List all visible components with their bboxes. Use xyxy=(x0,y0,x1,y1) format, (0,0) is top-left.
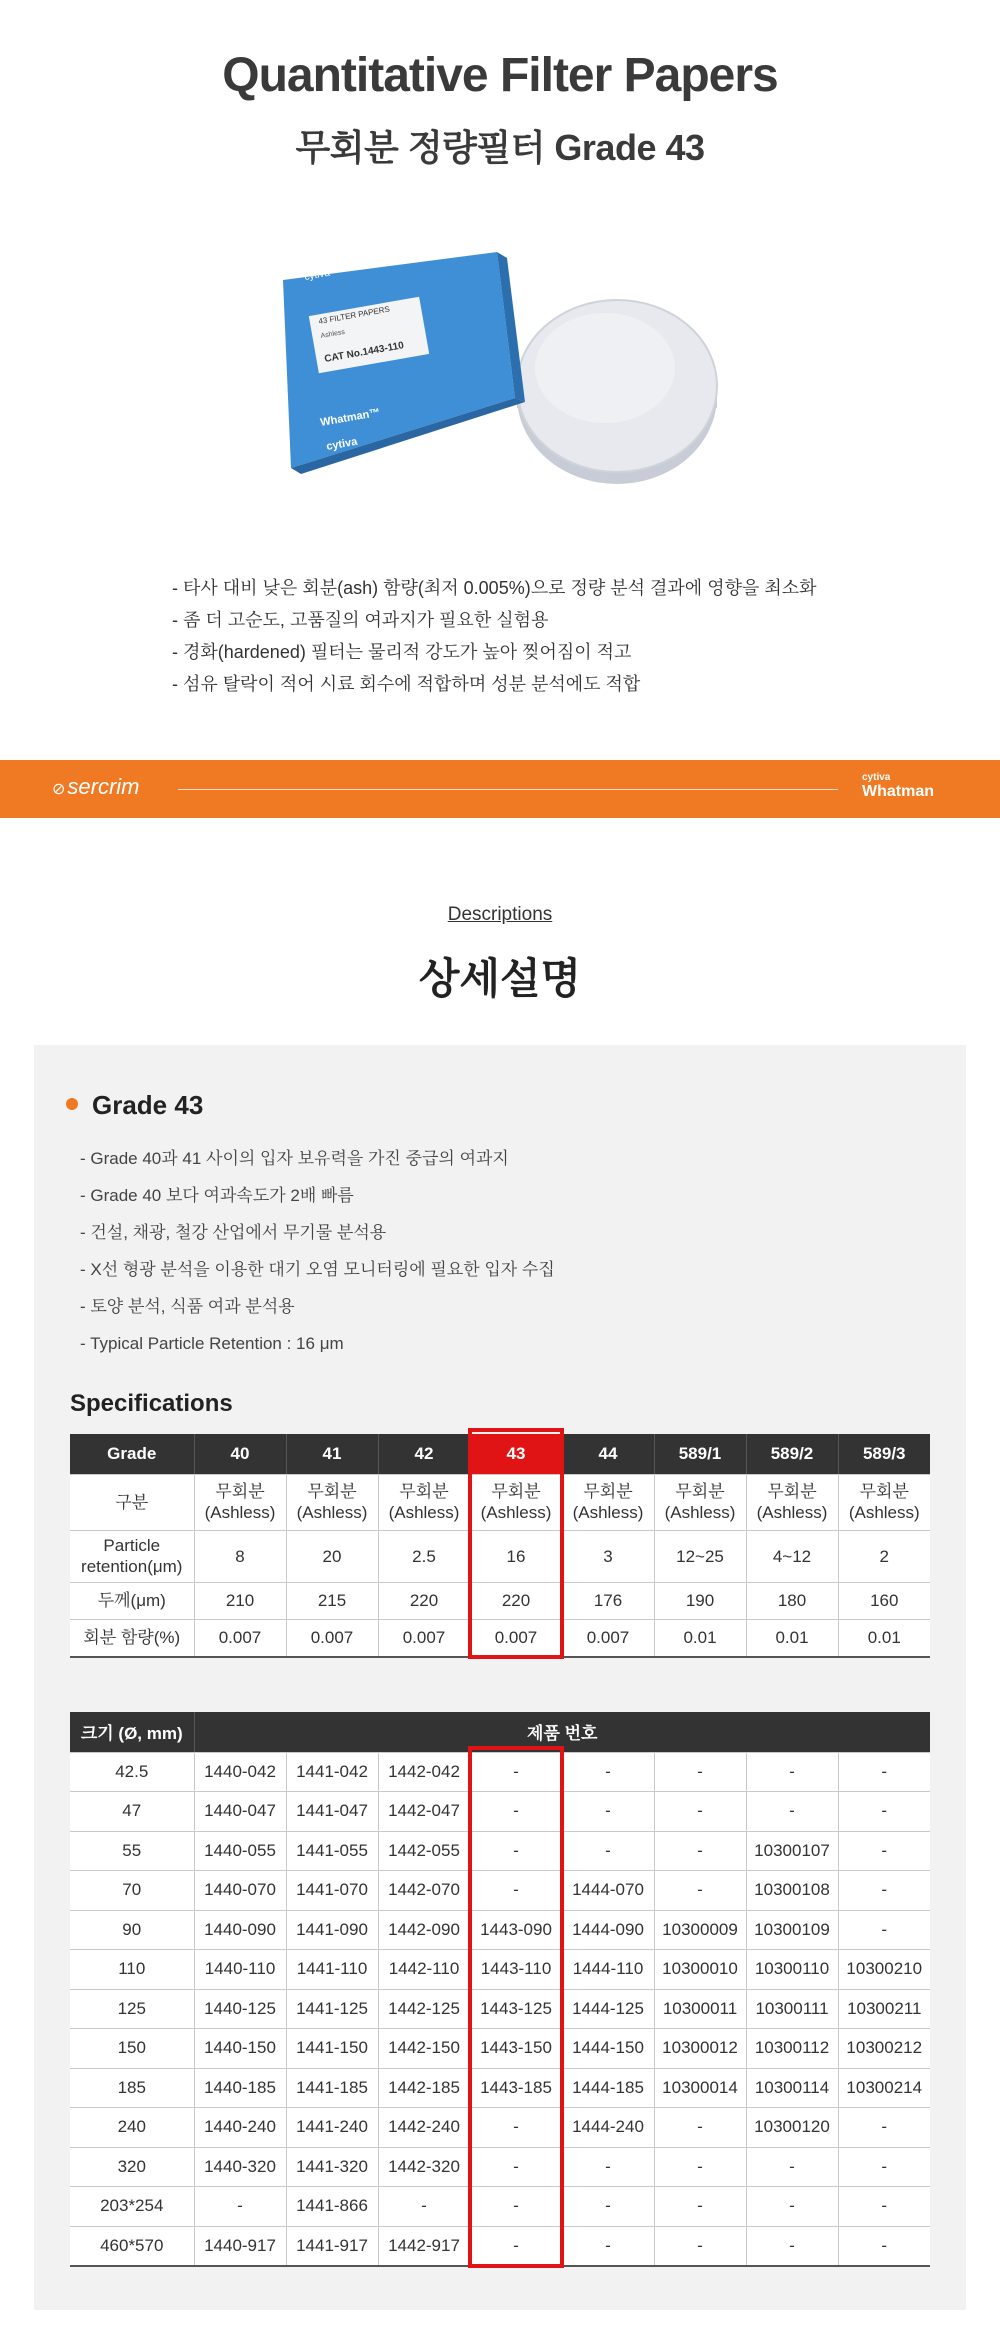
product-number-cell: 1442-185 xyxy=(378,2068,470,2108)
filter-paper-disc xyxy=(517,300,717,484)
spec-cell: 0.01 xyxy=(838,1619,930,1657)
product-number-cell: 1440-150 xyxy=(194,2029,286,2069)
product-number-cell: - xyxy=(838,1831,930,1871)
product-number-cell: - xyxy=(654,2108,746,2148)
product-number-cell: - xyxy=(838,2226,930,2266)
product-number-cell: 10300114 xyxy=(746,2068,838,2108)
grade-40-header: 40 xyxy=(194,1434,286,1474)
spec-cell: 0.007 xyxy=(562,1619,654,1657)
spec-cell: 20 xyxy=(286,1530,378,1582)
product-number-cell: 10300110 xyxy=(746,1950,838,1990)
product-number-cell: - xyxy=(194,2187,286,2227)
box-brand-whatman: Whatman™ xyxy=(319,406,382,429)
product-number-cell: 1441-150 xyxy=(286,2029,378,2069)
cytiva-logo-text: cytiva xyxy=(862,772,891,783)
spec-cell: 0.007 xyxy=(194,1619,286,1657)
product-number-cell: 10300111 xyxy=(746,1989,838,2029)
product-number-cell: 1442-125 xyxy=(378,1989,470,2029)
product-number-cell: 1440-090 xyxy=(194,1910,286,1950)
intro-bullet: - 경화(hardened) 필터는 물리적 강도가 높아 찢어짐이 적고 xyxy=(172,642,632,662)
specifications-table xyxy=(70,1434,930,1658)
table-row xyxy=(70,2029,930,2069)
product-number-cell: 10300214 xyxy=(838,2068,930,2108)
table-row xyxy=(70,1792,930,1832)
product-number-cell: - xyxy=(562,2187,654,2227)
product-number-cell: 1443-110 xyxy=(470,1950,562,1990)
spec-cell: 180 xyxy=(746,1582,838,1619)
product-number-cell: - xyxy=(746,1792,838,1832)
product-number-cell: 1444-110 xyxy=(562,1950,654,1990)
spec-cell: 0.007 xyxy=(286,1619,378,1657)
spec-cell: 16 xyxy=(470,1530,562,1582)
descriptions-title: 상세설명 xyxy=(418,955,582,1002)
filter-paper-box xyxy=(283,252,525,474)
product-number-cell: - xyxy=(654,1831,746,1871)
product-number-cell: - xyxy=(746,2187,838,2227)
table-row xyxy=(70,2226,930,2266)
product-number-cell: 1441-042 xyxy=(286,1752,378,1792)
size-cell: 320 xyxy=(70,2147,194,2187)
product-number-cell: - xyxy=(470,1831,562,1871)
spec-cell: 176 xyxy=(562,1582,654,1619)
spec-cell: 215 xyxy=(286,1582,378,1619)
page-subtitle: 무회분 정량필터 Grade 43 xyxy=(295,127,705,168)
product-number-cell: - xyxy=(470,2226,562,2266)
product-image xyxy=(275,238,735,498)
grade-feature-list xyxy=(80,1140,555,1362)
sercrim-logo: ⊘sercrim xyxy=(52,774,140,799)
product-number-cell: - xyxy=(654,2187,746,2227)
size-cell: 90 xyxy=(70,1910,194,1950)
product-number-cell: 1441-240 xyxy=(286,2108,378,2148)
product-number-cell: 1440-042 xyxy=(194,1752,286,1792)
product-number-cell: - xyxy=(470,1792,562,1832)
product-number-cell: 10300107 xyxy=(746,1831,838,1871)
spec-cell: 2 xyxy=(838,1530,930,1582)
spec-cell: 4~12 xyxy=(746,1530,838,1582)
product-number-cell: 1443-185 xyxy=(470,2068,562,2108)
product-number-cell: 10300120 xyxy=(746,2108,838,2148)
product-number-cell: 1441-047 xyxy=(286,1792,378,1832)
spec-row-label: 구분 xyxy=(70,1474,194,1530)
box-label-grade: 43 FILTER PAPERS xyxy=(317,304,391,326)
product-number-cell: 10300014 xyxy=(654,2068,746,2108)
table-row xyxy=(70,2147,930,2187)
whatman-logo xyxy=(862,772,934,801)
product-number-cell: 1444-150 xyxy=(562,2029,654,2069)
product-number-cell: 1441-866 xyxy=(286,2187,378,2227)
sercrim-logo-text: sercrim xyxy=(67,774,140,799)
spec-cell: 220 xyxy=(470,1582,562,1619)
table-row xyxy=(70,1871,930,1911)
size-cell: 125 xyxy=(70,1989,194,2029)
size-cell: 460*570 xyxy=(70,2226,194,2266)
product-number-cell: 1443-150 xyxy=(470,2029,562,2069)
spec-cell: 0.01 xyxy=(746,1619,838,1657)
specifications-heading: Specifications xyxy=(70,1390,233,1417)
spec-cell: 무회분 (Ashless) xyxy=(746,1474,838,1530)
spec-cell: 무회분 (Ashless) xyxy=(838,1474,930,1530)
product-number-cell: 1440-917 xyxy=(194,2226,286,2266)
intro-bullet: - 섬유 탈락이 적어 시료 회수에 적합하며 성분 분석에도 적합 xyxy=(172,674,641,694)
spec-cell: 무회분 (Ashless) xyxy=(378,1474,470,1530)
product-number-cell: - xyxy=(838,2108,930,2148)
intro-bullet: - 좀 더 고순도, 고품질의 여과지가 필요한 실험용 xyxy=(172,610,549,630)
spec-cell: 190 xyxy=(654,1582,746,1619)
table-row xyxy=(70,2108,930,2148)
product-number-cell: 1444-090 xyxy=(562,1910,654,1950)
size-cell: 55 xyxy=(70,1831,194,1871)
feature-item: - Grade 40과 41 사이의 입자 보유력을 가진 중급의 여과지 xyxy=(80,1149,509,1168)
grade-heading-text: Grade 43 xyxy=(92,1090,204,1120)
product-number-cell: 1443-125 xyxy=(470,1989,562,2029)
product-number-cell: 10300211 xyxy=(838,1989,930,2029)
table-row xyxy=(70,1989,930,2029)
grade-column-header: Grade xyxy=(70,1434,194,1474)
product-number-cell: 1442-320 xyxy=(378,2147,470,2187)
product-number-cell: 1440-240 xyxy=(194,2108,286,2148)
spec-cell: 3 xyxy=(562,1530,654,1582)
spec-cell: 0.01 xyxy=(654,1619,746,1657)
feature-item: - 건설, 채광, 철강 산업에서 무기물 분석용 xyxy=(80,1223,387,1242)
grade-44-header: 44 xyxy=(562,1434,654,1474)
product-number-cell: 10300112 xyxy=(746,2029,838,2069)
product-number-cell: - xyxy=(562,1792,654,1832)
spec-row-label: 두께(μm) xyxy=(70,1582,194,1619)
product-number-cell: - xyxy=(470,2108,562,2148)
product-number-cell: 10300108 xyxy=(746,1871,838,1911)
product-number-cell: - xyxy=(562,2226,654,2266)
product-number-cell: 10300011 xyxy=(654,1989,746,2029)
box-brand-bottom: cytiva xyxy=(325,435,359,453)
box-label-cat: CAT No.1443-110 xyxy=(323,340,405,365)
spec-row xyxy=(70,1474,930,1530)
table-row xyxy=(70,2068,930,2108)
product-number-cell: - xyxy=(746,2147,838,2187)
product-number-cell: - xyxy=(562,2147,654,2187)
product-number-table xyxy=(70,1712,930,2267)
product-number-cell: 1444-240 xyxy=(562,2108,654,2148)
table-row xyxy=(70,2187,930,2227)
spec-cell: 160 xyxy=(838,1582,930,1619)
product-number-cell: - xyxy=(654,1792,746,1832)
feature-item: - Typical Particle Retention : 16 μm xyxy=(80,1334,344,1353)
feature-item: - Grade 40 보다 여과속도가 2배 빠름 xyxy=(80,1186,354,1205)
product-number-cell: 10300212 xyxy=(838,2029,930,2069)
product-number-cell: - xyxy=(562,1752,654,1792)
product-number-cell: - xyxy=(654,2226,746,2266)
product-number-cell: - xyxy=(470,2187,562,2227)
spec-cell: 무회분 (Ashless) xyxy=(194,1474,286,1530)
grade-589-3-header: 589/3 xyxy=(838,1434,930,1474)
product-number-cell: - xyxy=(838,1871,930,1911)
product-number-cell: - xyxy=(470,1752,562,1792)
spec-row xyxy=(70,1530,930,1582)
intro-bullet-list xyxy=(172,572,872,700)
size-cell: 185 xyxy=(70,2068,194,2108)
product-number-cell: 1440-185 xyxy=(194,2068,286,2108)
table-row xyxy=(70,1831,930,1871)
spec-row-label: 회분 함량(%) xyxy=(70,1619,194,1657)
grade-42-header: 42 xyxy=(378,1434,470,1474)
product-number-cell: 1442-070 xyxy=(378,1871,470,1911)
spec-cell: 220 xyxy=(378,1582,470,1619)
bullet-dot-icon xyxy=(66,1098,78,1110)
product-number-cell: - xyxy=(838,2147,930,2187)
product-number-cell: 10300010 xyxy=(654,1950,746,1990)
spec-row-label: Particle retention(μm) xyxy=(70,1530,194,1582)
size-cell: 203*254 xyxy=(70,2187,194,2227)
spec-cell: 210 xyxy=(194,1582,286,1619)
descriptions-label: Descriptions xyxy=(447,904,553,925)
product-number-cell: 1442-047 xyxy=(378,1792,470,1832)
product-number-cell: 1442-917 xyxy=(378,2226,470,2266)
product-number-cell: 1441-917 xyxy=(286,2226,378,2266)
size-cell: 42.5 xyxy=(70,1752,194,1792)
box-brand-top: cytiva xyxy=(303,267,331,283)
spec-cell: 0.007 xyxy=(378,1619,470,1657)
product-number-cell: 1440-320 xyxy=(194,2147,286,2187)
product-number-header: 제품 번호 xyxy=(194,1712,930,1752)
product-number-cell: 1440-110 xyxy=(194,1950,286,1990)
product-number-cell: - xyxy=(562,1831,654,1871)
size-cell: 47 xyxy=(70,1792,194,1832)
product-number-cell: 1442-150 xyxy=(378,2029,470,2069)
product-number-cell: - xyxy=(838,1910,930,1950)
product-number-cell: 1440-070 xyxy=(194,1871,286,1911)
product-number-cell: - xyxy=(746,1752,838,1792)
product-number-cell: 1440-055 xyxy=(194,1831,286,1871)
grade-589-1-header: 589/1 xyxy=(654,1434,746,1474)
product-number-cell: 1441-185 xyxy=(286,2068,378,2108)
product-number-cell: 10300012 xyxy=(654,2029,746,2069)
product-number-cell: 1442-042 xyxy=(378,1752,470,1792)
spec-cell: 무회분 (Ashless) xyxy=(470,1474,562,1530)
product-number-cell: - xyxy=(654,1871,746,1911)
product-number-cell: 1441-070 xyxy=(286,1871,378,1911)
brand-banner xyxy=(0,760,1000,818)
spec-cell: 8 xyxy=(194,1530,286,1582)
product-number-cell: 1444-185 xyxy=(562,2068,654,2108)
whatman-logo-text: Whatman xyxy=(862,783,934,800)
size-cell: 110 xyxy=(70,1950,194,1990)
table-row xyxy=(70,1910,930,1950)
spec-row xyxy=(70,1619,930,1657)
spec-cell: 2.5 xyxy=(378,1530,470,1582)
product-number-cell: 10300210 xyxy=(838,1950,930,1990)
product-number-cell: - xyxy=(470,1871,562,1911)
product-number-cell: 1442-110 xyxy=(378,1950,470,1990)
spec-cell: 무회분 (Ashless) xyxy=(286,1474,378,1530)
product-number-cell: - xyxy=(838,1752,930,1792)
grade-589-2-header: 589/2 xyxy=(746,1434,838,1474)
feature-item: - X선 형광 분석을 이용한 대기 오염 모니터링에 필요한 입자 수집 xyxy=(80,1260,555,1279)
feature-item: - 토양 분석, 식품 여과 분석용 xyxy=(80,1297,295,1316)
spec-cell: 0.007 xyxy=(470,1619,562,1657)
table-row xyxy=(70,1950,930,1990)
size-cell: 240 xyxy=(70,2108,194,2148)
product-number-cell: - xyxy=(654,2147,746,2187)
product-number-cell: - xyxy=(838,2187,930,2227)
intro-bullet: - 타사 대비 낮은 회분(ash) 함량(최저 0.005%)으로 정량 분석 결과에 영향을 최소화 xyxy=(172,578,817,598)
grade-heading xyxy=(66,1090,203,1121)
banner-divider xyxy=(178,789,838,790)
size-cell: 150 xyxy=(70,2029,194,2069)
product-number-cell: 1443-090 xyxy=(470,1910,562,1950)
product-number-cell: 1440-047 xyxy=(194,1792,286,1832)
size-column-header: 크기 (Ø, mm) xyxy=(70,1712,194,1752)
size-cell: 70 xyxy=(70,1871,194,1911)
product-number-cell: 10300009 xyxy=(654,1910,746,1950)
product-number-cell: 1441-320 xyxy=(286,2147,378,2187)
product-number-cell: - xyxy=(378,2187,470,2227)
grade-43-header: 43 xyxy=(470,1434,562,1474)
product-number-cell: 1441-110 xyxy=(286,1950,378,1990)
spec-cell: 무회분 (Ashless) xyxy=(562,1474,654,1530)
product-number-cell: - xyxy=(654,1752,746,1792)
product-number-cell: 1441-125 xyxy=(286,1989,378,2029)
page-title: Quantitative Filter Papers xyxy=(222,49,778,102)
grade-41-header: 41 xyxy=(286,1434,378,1474)
table-row xyxy=(70,1752,930,1792)
product-number-cell: 10300109 xyxy=(746,1910,838,1950)
spec-cell: 12~25 xyxy=(654,1530,746,1582)
product-number-cell: - xyxy=(746,2226,838,2266)
product-number-cell: 1442-090 xyxy=(378,1910,470,1950)
product-number-cell: 1441-055 xyxy=(286,1831,378,1871)
product-number-cell: 1440-125 xyxy=(194,1989,286,2029)
product-number-cell: 1442-055 xyxy=(378,1831,470,1871)
spec-cell: 무회분 (Ashless) xyxy=(654,1474,746,1530)
product-number-cell: - xyxy=(838,1792,930,1832)
spec-row xyxy=(70,1582,930,1619)
box-label-ashless: Ashless xyxy=(320,328,346,340)
product-number-cell: - xyxy=(470,2147,562,2187)
product-number-cell: 1442-240 xyxy=(378,2108,470,2148)
product-number-cell: 1441-090 xyxy=(286,1910,378,1950)
product-number-cell: 1444-070 xyxy=(562,1871,654,1911)
product-number-cell: 1444-125 xyxy=(562,1989,654,2029)
